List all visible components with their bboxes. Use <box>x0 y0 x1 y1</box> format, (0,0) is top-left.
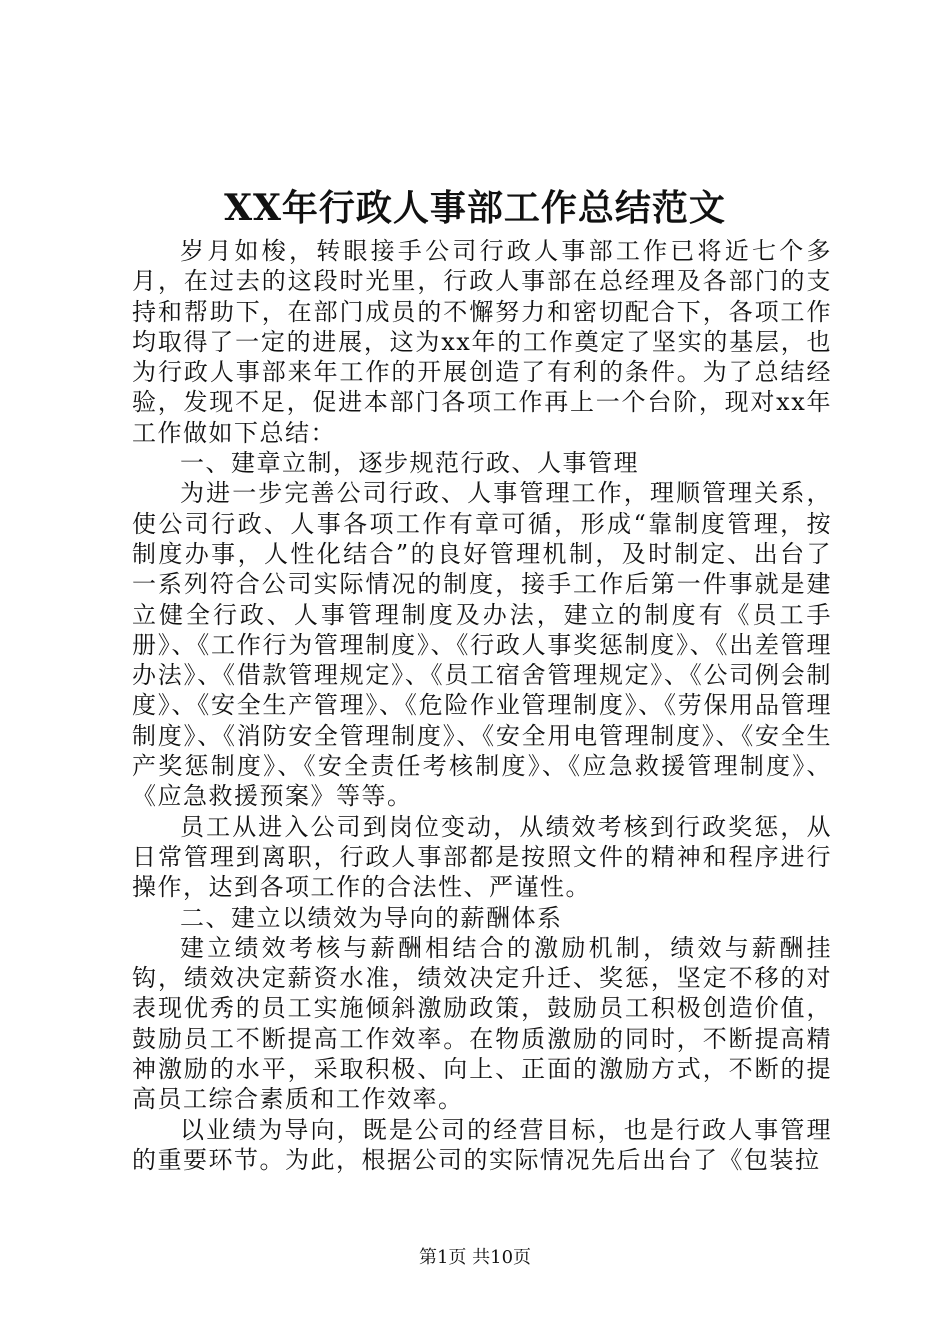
document-body <box>132 236 832 1175</box>
paragraph-procedures: 员工从进入公司到岗位变动，从绩效考核到行政奖惩，从日常管理到离职，行政人事部都是按照文件的精神和程序进行操作，达到各项工作的合法性、严谨性。 <box>132 812 832 902</box>
paragraph-performance: 以业绩为导向，既是公司的经营目标，也是行政人事管理的重要环节。为此，根据公司的实际情况先后出台了《包装拉 <box>132 1115 832 1174</box>
document-title: XX年行政人事部工作总结范文 <box>224 187 726 229</box>
paragraph-regulations: 为进一步完善公司行政、人事管理工作，理顺管理关系，使公司行政、人事各项工作有章可循，形成“靠制度管理，按制度办事，人性化结合”的良好管理机制，及时制定、出台了一系列符合公司实际情况的制度，接手工作后第一件事就是建立健全行政、人事管理制度及办法，建立的制度有《员工手册》、《工作行为管理制度》、《行政人事奖惩制度》、《出差管理办法》、《借款管理规定》、《员工宿舍管理规定》、《公司例会制度》、《安全生产管理》、《危险作业管理制度》、《劳保用品管理制度》、《消防安全管理制度》、《安全用电管理制度》、《安全生产奖惩制度》、《安全责任考核制度》、《应急救援管理制度》、《应急救援预案》等等。 <box>132 479 832 811</box>
section-heading-2: 二、建立以绩效为导向的薪酬体系 <box>180 903 563 932</box>
paragraph-intro: 岁月如梭，转眼接手公司行政人事部工作已将近七个多月，在过去的这段时光里，行政人事部在总经理及各部门的支持和帮助下，在部门成员的不懈努力和密切配合下，各项工作均取得了一定的进展，这为xx年的工作奠定了坚实的基层，也为行政人事部来年工作的开展创造了有利的条件。为了总结经验，发现不足，促进本部门各项工作再上一个台阶，现对xx年工作做如下总结： <box>132 237 832 447</box>
paragraph-incentives: 建立绩效考核与薪酬相结合的激励机制，绩效与薪酬挂钩，绩效决定薪资水准，绩效决定升迁、奖惩，坚定不移的对表现优秀的员工实施倾斜激励政策，鼓励员工积极创造价值，鼓励员工不断提高工作效率。在物质激励的同时，不断提高精神激励的水平，采取积极、向上、正面的激励方式，不断的提高员工综合素质和工作效率。 <box>132 933 832 1114</box>
page-footer: 第1页 共10页 <box>418 1247 532 1268</box>
section-heading-1: 一、建章立制，逐步规范行政、人事管理 <box>180 449 639 478</box>
